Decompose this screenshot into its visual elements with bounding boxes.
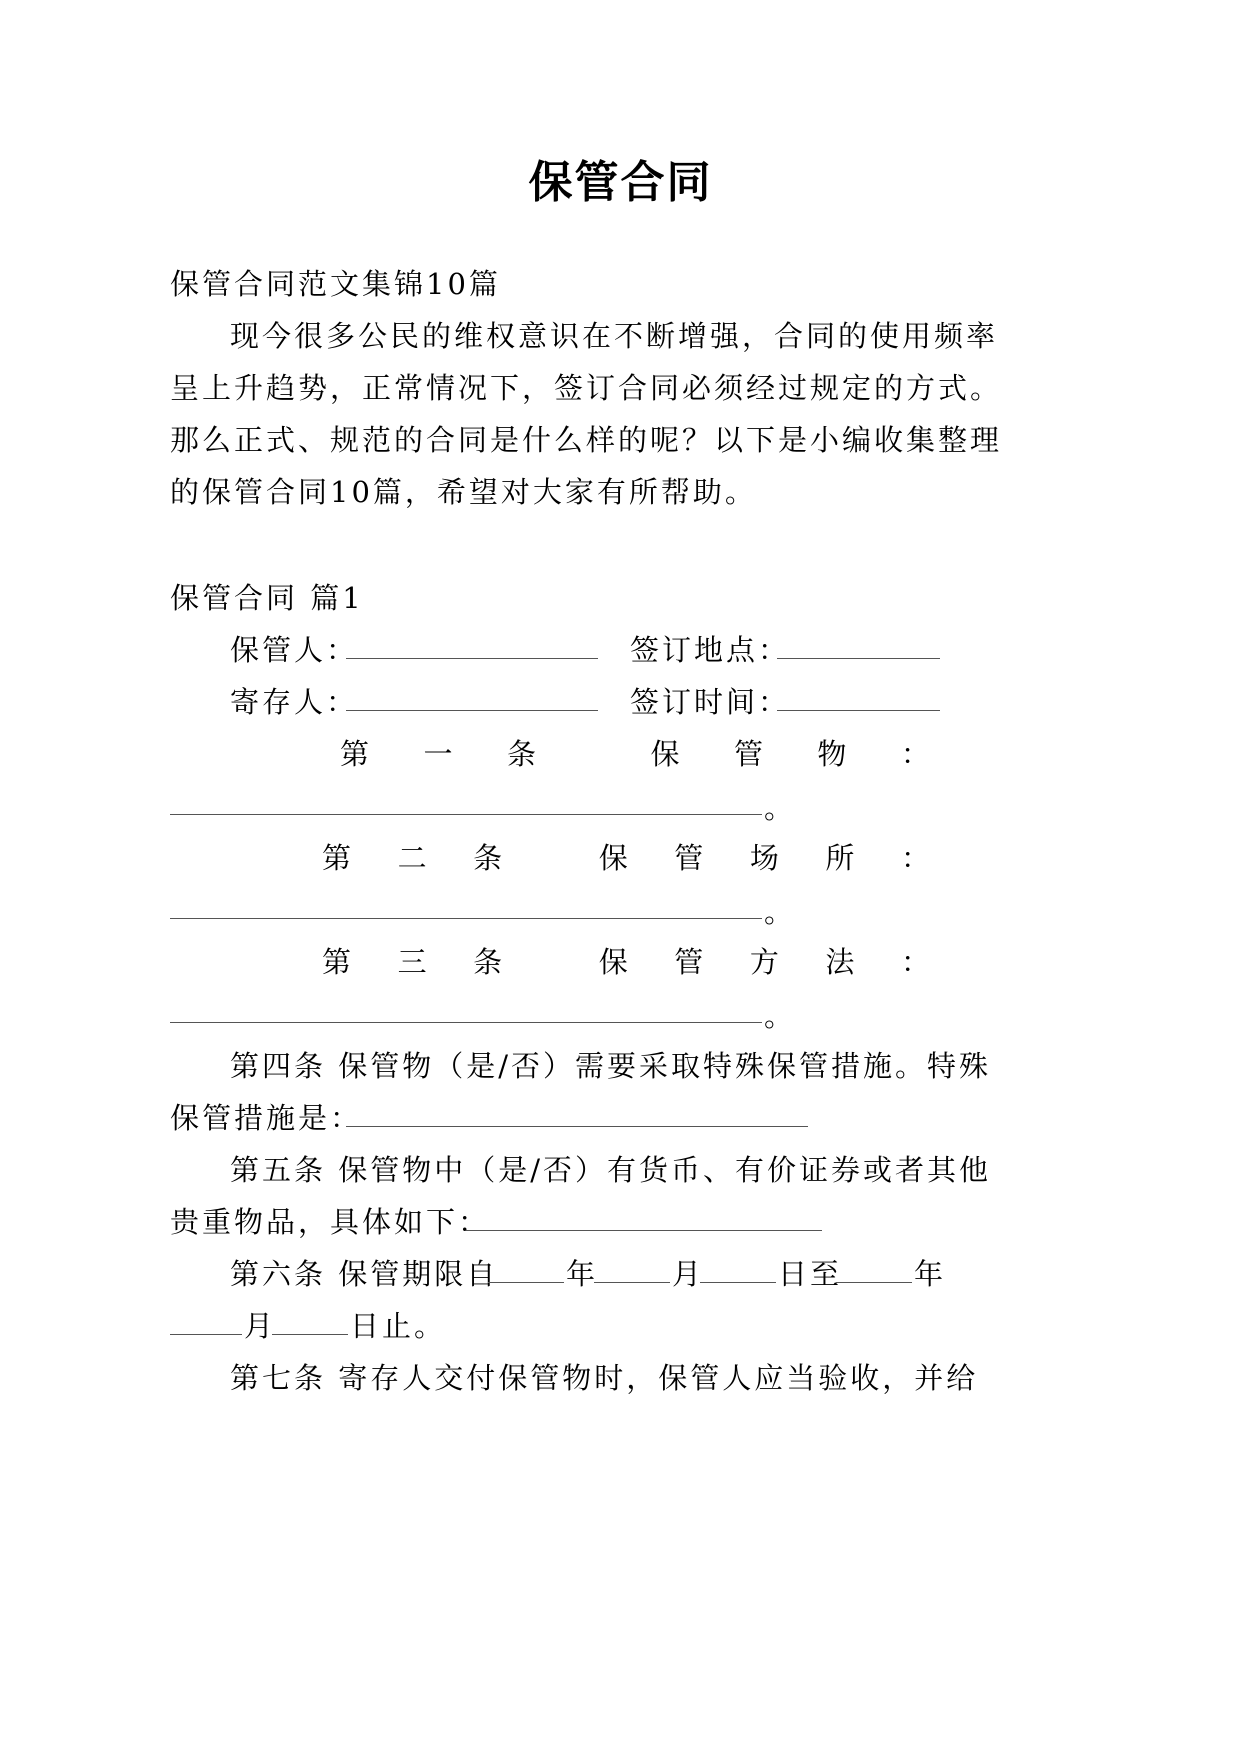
article-3-char: ： xyxy=(900,945,930,979)
depositor-blank[interactable] xyxy=(346,680,598,711)
article-5-blank[interactable] xyxy=(466,1200,822,1231)
end-day-blank[interactable] xyxy=(272,1304,348,1335)
custodian-label: 保管人： xyxy=(230,633,359,667)
article-6-start: 第六条 保管期限自 xyxy=(230,1257,499,1291)
article-6-month: 月 xyxy=(672,1257,705,1291)
section-heading: 保管合同 篇1 xyxy=(170,581,364,615)
article-1-char: 第 xyxy=(340,737,370,771)
article-2-char: 二 xyxy=(397,841,427,875)
article-6-year-2: 年 xyxy=(914,1257,947,1291)
intro-line-1: 现今很多公民的维权意识在不断增强，合同的使用频率 xyxy=(230,319,999,353)
article-2-char: 第 xyxy=(322,841,352,875)
intro-line-4: 的保管合同10篇，希望对大家有所帮助。 xyxy=(170,475,757,509)
signing-place-label: 签订地点： xyxy=(630,633,791,667)
start-day-blank[interactable] xyxy=(700,1252,776,1283)
article-3-heading xyxy=(322,942,930,982)
end-year-blank[interactable] xyxy=(836,1252,912,1283)
article-5-line-2: 贵重物品，具体如下： xyxy=(170,1205,491,1239)
article-2-period: 。 xyxy=(764,895,797,929)
article-1-char: 物 xyxy=(817,737,847,771)
article-1-blank[interactable] xyxy=(170,784,762,815)
article-5-line-1: 第五条 保管物中（是/否）有货币、有价证券或者其他 xyxy=(230,1153,991,1187)
end-month-blank[interactable] xyxy=(170,1304,242,1335)
article-2-char: 管 xyxy=(674,841,704,875)
article-4-blank[interactable] xyxy=(346,1096,808,1127)
article-4-line-2: 保管措施是： xyxy=(170,1101,363,1135)
article-3-char: 第 xyxy=(322,945,352,979)
article-1-char: ： xyxy=(900,737,930,771)
article-2-char: 条 xyxy=(473,841,503,875)
article-2-char: 保 xyxy=(598,841,628,875)
intro-line-2: 呈上升趋势，正常情况下，签订合同必须经过规定的方式。 xyxy=(170,371,1003,405)
article-3-blank[interactable] xyxy=(170,992,762,1023)
start-year-blank[interactable] xyxy=(488,1252,564,1283)
article-7-line-1: 第七条 寄存人交付保管物时，保管人应当验收，并给 xyxy=(230,1361,979,1395)
article-1-char: 保 xyxy=(650,737,680,771)
article-1-period: 。 xyxy=(764,791,797,825)
article-3-period: 。 xyxy=(764,999,797,1033)
start-month-blank[interactable] xyxy=(594,1252,670,1283)
article-2-char: 所 xyxy=(825,841,855,875)
article-6-month-2: 月 xyxy=(244,1309,277,1343)
article-2-char: 场 xyxy=(749,841,779,875)
article-1-heading xyxy=(340,734,930,774)
article-2-heading xyxy=(322,838,930,878)
signing-time-blank[interactable] xyxy=(777,680,940,711)
intro-line-3: 那么正式、规范的合同是什么样的呢？以下是小编收集整理 xyxy=(170,423,1003,457)
article-3-char: 法 xyxy=(825,945,855,979)
article-1-char: 一 xyxy=(423,737,453,771)
depositor-label: 寄存人： xyxy=(230,685,359,719)
article-3-char: 方 xyxy=(749,945,779,979)
article-1-char: 条 xyxy=(506,737,536,771)
article-4-line-1: 第四条 保管物（是/否）需要采取特殊保管措施。特殊 xyxy=(230,1049,991,1083)
article-3-char: 保 xyxy=(598,945,628,979)
custodian-blank[interactable] xyxy=(346,628,598,659)
article-6-day-to: 日至 xyxy=(778,1257,843,1291)
collection-heading: 保管合同范文集锦10篇 xyxy=(170,267,501,301)
article-3-char: 三 xyxy=(397,945,427,979)
article-2-blank[interactable] xyxy=(170,888,762,919)
article-2-char: ： xyxy=(900,841,930,875)
article-6-end: 日止。 xyxy=(350,1309,447,1343)
document-title: 保管合同 xyxy=(528,157,713,208)
article-6-year: 年 xyxy=(566,1257,599,1291)
article-1-char: 管 xyxy=(733,737,763,771)
signing-place-blank[interactable] xyxy=(777,628,940,659)
article-3-char: 条 xyxy=(473,945,503,979)
signing-time-label: 签订时间： xyxy=(630,685,791,719)
article-3-char: 管 xyxy=(674,945,704,979)
